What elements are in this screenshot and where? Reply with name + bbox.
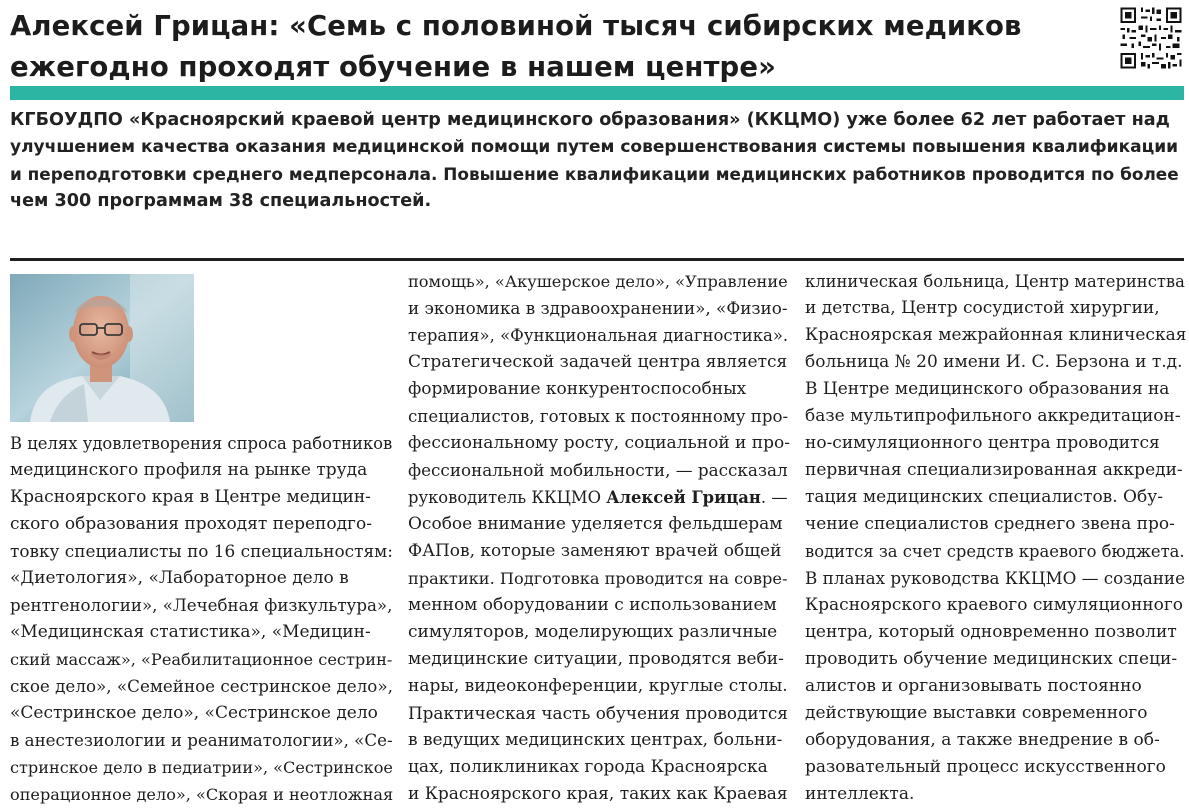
text-line: рентгенологии», «Лечебная физкультура», — [10, 596, 393, 615]
text-line: разовательный процесс искусственного — [805, 757, 1166, 777]
text-line: ское дело», «Семейное сестринское дело», — [10, 676, 393, 696]
text-line: в анестезиологии и реаниматологии», «Се- — [10, 731, 393, 750]
text-line: менном оборудовании с использованием — [408, 595, 777, 615]
text-line: ского образования проходят переподго- — [10, 514, 372, 534]
text-line: оборудования, а также внедрение в об- — [805, 730, 1160, 750]
text-line: интеллекта. — [805, 784, 915, 804]
text-fragment: руководитель ККЦМО — [408, 488, 607, 507]
text-line-with-name — [408, 484, 790, 511]
text-line: «Медицинская статистика», «Медицин- — [10, 622, 371, 642]
portrait-photo — [10, 274, 194, 422]
article-title — [10, 6, 1100, 88]
text-line: «Диетология», «Лабораторное дело в — [10, 568, 349, 588]
text-line: Практическая часть обучения проводится — [408, 703, 788, 723]
article-column-1 — [10, 430, 395, 808]
text-line: цах, поликлиниках города Красноярска — [408, 757, 768, 777]
text-line: медицинского профиля на рынке труда — [10, 460, 368, 480]
qr-code-icon[interactable] — [1118, 5, 1184, 71]
text-line: больница № 20 имени И. С. Берзона и т.д. — [805, 352, 1183, 372]
text-line: водится за счет средств краевого бюджета. — [805, 542, 1185, 561]
text-line: Особое внимание уделяется фельдшерам — [408, 514, 783, 534]
text-line: медицинские ситуации, проводятся веби- — [408, 649, 784, 669]
section-divider — [10, 258, 1184, 261]
text-line: и экономика в здравоохранении», «Физио- — [408, 298, 788, 318]
text-line: симуляторов, моделирующих различные — [408, 622, 778, 642]
text-line: базе мультипрофильного аккредитацион- — [805, 406, 1181, 426]
lead-paragraph — [10, 107, 1185, 215]
text-line: чение специалистов среднего звена про- — [805, 514, 1175, 534]
title-line: Алексей Грицан: «Семь с половиной тысяч сибирских медиков — [10, 10, 1022, 42]
text-line: клиническая больница, Центр материнства — [805, 272, 1185, 291]
text-line: но-симуляционного центра проводится — [805, 433, 1160, 453]
text-line: фессиональному росту, социальной и про- — [408, 433, 790, 453]
text-line: нары, видеоконференции, круглые столы. — [408, 676, 788, 696]
text-line: и детства, Центр сосудистой хирургии, — [805, 298, 1160, 318]
article-column-2 — [408, 268, 790, 808]
lead-line: чем 300 программам 38 специальностей. — [10, 191, 432, 211]
text-line: формирование конкурентоспособных — [408, 379, 747, 399]
text-line: тация медицинских специалистов. Обу- — [805, 487, 1163, 507]
text-line: Красноярского краевого симуляционного — [805, 595, 1183, 615]
person-name: Алексей Грицан — [606, 488, 761, 507]
text-line: В целях удовлетворения спроса работников — [10, 434, 393, 453]
text-line: ФАПов, которые заменяют врачей общей — [408, 541, 782, 561]
text-line: специалистов, готовых к постоянному про- — [408, 407, 789, 426]
text-line: терапия», «Функциональная диагностика». — [408, 326, 789, 345]
text-line: В Центре медицинского образования на — [805, 379, 1170, 399]
text-line: фессиональной мобильности, — рассказал — [408, 460, 788, 480]
text-line: В планах руководства ККЦМО — создание — [805, 568, 1186, 588]
text-line: проводить обучение медицинских специ- — [805, 649, 1178, 669]
text-line: «Сестринское дело», «Сестринское дело — [10, 703, 378, 723]
text-line: центра, который одновременно позволит — [805, 622, 1177, 642]
lead-line: и переподготовки среднего медперсонала. Повышение квалификации медицинских работников проводится по более — [10, 164, 1179, 184]
text-line: Красноярская межрайонная клиническая — [805, 325, 1187, 345]
text-line: стринское дело в педиатрии», «Сестринское — [10, 758, 393, 777]
text-fragment: . — — [760, 488, 788, 507]
text-line: практики. Подготовка проводится на совре- — [408, 569, 788, 588]
text-line: ский массаж», «Реабилитационное сестрин- — [10, 650, 393, 669]
lead-line: КГБОУДПО «Красноярский краевой центр медицинского образования» (ККЦМО) уже более 62 лет работает над — [10, 110, 1170, 130]
text-line: товку специалисты по 16 специальностям: — [10, 541, 393, 561]
text-line: первичная специализированная аккреди- — [805, 460, 1183, 480]
text-line: и Красноярского края, таких как Краевая — [408, 784, 788, 804]
article-column-3 — [805, 268, 1187, 808]
text-line: Стратегической задачей центра является — [408, 352, 788, 372]
accent-bar — [10, 86, 1184, 100]
text-line: алистов и организовывать постоянно — [805, 676, 1142, 696]
title-line: ежегодно проходят обучение в нашем центре» — [10, 51, 776, 83]
text-line: в ведущих медицинских центрах, больни- — [408, 730, 783, 750]
text-line: операционное дело», «Скорая и неотложная — [10, 785, 394, 804]
text-line: Красноярского края в Центре медицин- — [10, 487, 371, 507]
text-line: помощь», «Акушерское дело», «Управление — [408, 272, 788, 291]
text-line: действующие выставки современного — [805, 703, 1148, 723]
lead-line: улучшением качества оказания медицинской помощи путем совершенствования системы повышения квалификации — [10, 137, 1179, 157]
